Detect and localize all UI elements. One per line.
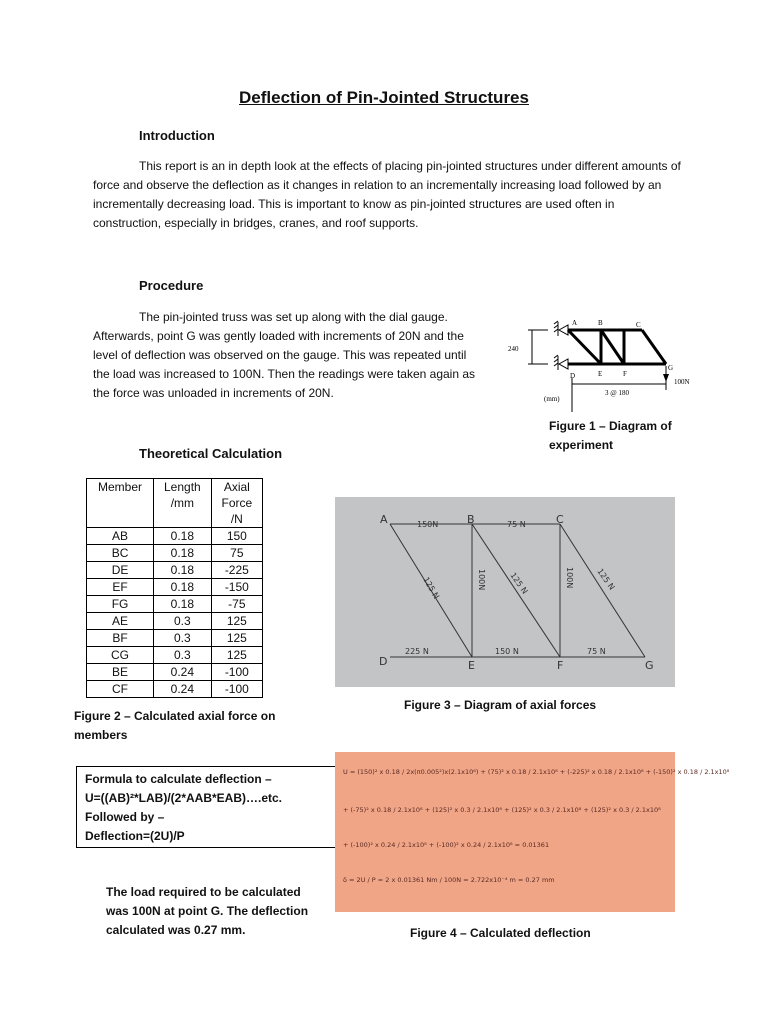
figure1-diagram: [502, 316, 712, 416]
table-cell: 0.18: [154, 562, 212, 579]
table-cell: 0.3: [154, 630, 212, 647]
figure1-load-label: 100N: [674, 378, 690, 386]
table-row: [87, 562, 263, 579]
table-cell: 0.18: [154, 596, 212, 613]
table-cell: EF: [87, 579, 154, 596]
table-cell: 0.18: [154, 528, 212, 545]
figure1-label-d: D: [570, 372, 576, 380]
table-row: [87, 613, 263, 630]
handwriting-line-3: + (-100)² x 0.24 / 2.1x10⁸ + (-100)² x 0.24 / 2.1x10⁸ = 0.01361: [343, 841, 550, 849]
table-header-member: Member: [87, 479, 154, 528]
table-cell: BE: [87, 664, 154, 681]
table-cell: 0.3: [154, 613, 212, 630]
procedure-text: The pin-jointed truss was set up along with the dial gauge. Afterwards, point G was gently loaded with increments of 20N and the level of deflection was observed on the gauge. This was repeated until the load was increased to 100N. Then the readings were taken again as the force was unloaded in increments of 20N.: [93, 310, 476, 400]
introduction-heading: Introduction: [139, 128, 215, 143]
table-cell: -100: [211, 664, 262, 681]
figure3-force-de: 225 N: [405, 647, 429, 656]
figure1-supports: [554, 321, 568, 370]
figure3-drawing: [335, 497, 675, 687]
figure1-height-label: 240: [508, 345, 519, 353]
table-cell: -100: [211, 681, 262, 698]
figure1-label-e: E: [598, 370, 603, 378]
formula-line-4: Deflection=(2U)/P: [85, 829, 185, 843]
figure2-caption: Figure 2 – Calculated axial force on members: [74, 709, 276, 742]
figure3-force-fg: 75 N: [587, 647, 606, 656]
figure3-photo: [335, 497, 675, 687]
figure3-force-ef: 150 N: [495, 647, 519, 656]
table-cell: BF: [87, 630, 154, 647]
table-cell: CG: [87, 647, 154, 664]
figure3-label-c: C: [556, 513, 564, 526]
table-cell: 125: [211, 647, 262, 664]
introduction-paragraph: [93, 157, 683, 233]
figure1-label-f: F: [623, 370, 627, 378]
table-cell: CF: [87, 681, 154, 698]
figure1-load-arrow: [663, 374, 669, 382]
table-row: [87, 647, 263, 664]
figure3-label-g: G: [645, 659, 654, 672]
figure3-label-d: D: [379, 655, 388, 668]
figure3-label-b: B: [467, 513, 475, 526]
result-text: The load required to be calculated was 100N at point G. The deflection calculated was 0.27 mm.: [106, 885, 309, 937]
table-row: [87, 664, 263, 681]
figure1-label-b: B: [598, 319, 603, 327]
procedure-heading: Procedure: [139, 278, 204, 293]
table-cell: AE: [87, 613, 154, 630]
table-cell: 125: [211, 613, 262, 630]
table-cell: 150: [211, 528, 262, 545]
table-row: [87, 579, 263, 596]
table-cell: 125: [211, 630, 262, 647]
table-row: [87, 681, 263, 698]
table-row: [87, 528, 263, 545]
table-cell: -75: [211, 596, 262, 613]
figure1-label-g: G: [668, 364, 674, 372]
table-cell: -150: [211, 579, 262, 596]
figure3-force-bf: 125 N: [508, 570, 530, 596]
figure3-force-cg: 125 N: [595, 566, 617, 592]
handwriting-line-1: U = (150)² x 0.18 / 2x(π0.005²)x(2.1x10⁸) + (75)² x 0.18 / 2.1x10⁸ + (-225)² x 0.18 / 2.1x10⁸ + (-150)² x 0.18 / 2.1x10⁸: [343, 768, 730, 776]
figure3-label-a: A: [380, 513, 388, 526]
table-row: [87, 545, 263, 562]
figure1-label-c: C: [636, 321, 641, 329]
formula-box: [76, 766, 338, 848]
figure3-label-f: F: [557, 659, 564, 672]
figure4-photo: [335, 752, 730, 912]
table-header-row: [87, 479, 263, 528]
table-cell: 75: [211, 545, 262, 562]
figure1-span-label: 3 @ 180: [605, 389, 629, 397]
figure1-unit-label: (mm): [544, 395, 560, 403]
figure1-caption: Figure 1 – Diagram of experiment: [549, 419, 672, 452]
figure3-label-e: E: [468, 659, 475, 672]
figure3-force-bc: 75 N: [507, 520, 526, 529]
introduction-text: This report is an in depth look at the effects of placing pin-jointed structures under different amounts of force and observe the deflection as it changes in relation to an incrementally increasing load followed by an incrementally decreasing load. This is important to know as pin-jointed structures are used often in construction, especially in bridges, cranes, and roof supports.: [93, 159, 681, 230]
figure3-force-be: 100N: [477, 569, 486, 591]
formula-line-3: Followed by –: [85, 810, 165, 824]
table-header-length: Length /mm: [154, 479, 212, 528]
table-cell: FG: [87, 596, 154, 613]
table-cell: DE: [87, 562, 154, 579]
formula-line-1: Formula to calculate deflection –: [85, 772, 272, 786]
procedure-paragraph: [93, 308, 483, 403]
table-row: [87, 630, 263, 647]
axial-force-table: [86, 478, 263, 698]
figure4-caption: Figure 4 – Calculated deflection: [410, 926, 591, 940]
handwriting-line-4: δ = 2U / P = 2 x 0.01361 Nm / 100N = 2.722x10⁻⁴ m = 0.27 mm: [343, 876, 555, 884]
table-cell: 0.24: [154, 681, 212, 698]
figure3-caption: Figure 3 – Diagram of axial forces: [404, 698, 597, 712]
theoretical-heading: Theoretical Calculation: [139, 446, 283, 461]
table-cell: 0.3: [154, 647, 212, 664]
table-row: [87, 596, 263, 613]
table-cell: 0.24: [154, 664, 212, 681]
table-cell: BC: [87, 545, 154, 562]
table-cell: AB: [87, 528, 154, 545]
handwriting-line-2: + (-75)² x 0.18 / 2.1x10⁸ + (125)² x 0.3 / 2.1x10⁸ + (125)² x 0.3 / 2.1x10⁸ + (125)² x 0.3 / 2.1x10⁸: [343, 806, 661, 814]
formula-line-2: U=((AB)²*LAB)/(2*AAB*EAB)….etc.: [85, 791, 283, 805]
figure3-force-cf: 100N: [565, 567, 574, 589]
figure3-force-ae: 125 N: [421, 575, 441, 601]
page-title: Deflection of Pin-Jointed Structures: [239, 88, 529, 107]
table-cell: -225: [211, 562, 262, 579]
table-header-force: Axial Force /N: [211, 479, 262, 528]
table-cell: 0.18: [154, 579, 212, 596]
table-cell: 0.18: [154, 545, 212, 562]
figure4-handwriting: [335, 752, 730, 912]
figure1-label-a: A: [572, 319, 578, 327]
figure3-force-ab: 150N: [417, 520, 439, 529]
figure1-truss: [568, 330, 666, 364]
